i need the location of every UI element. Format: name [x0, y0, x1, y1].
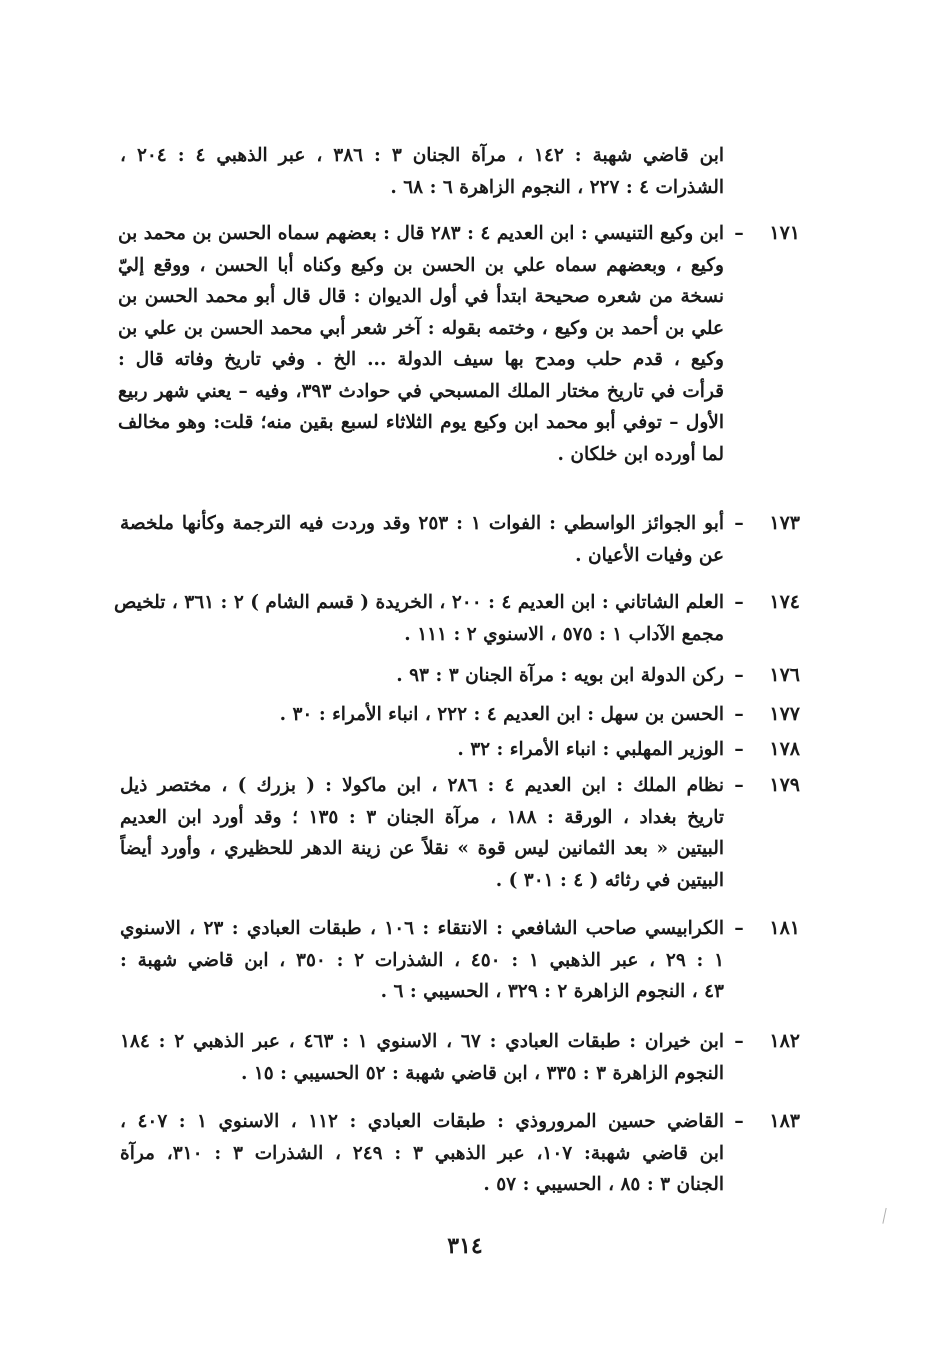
entry-dash: – [734, 222, 744, 244]
text-line: ركن الدولة ابن بويه : مرآة الجنان ٣ : ٩٣ . [396, 665, 724, 686]
entry-number: ١٧٤ [769, 591, 800, 613]
text-line: الحسن بن سهل : ابن العديم ٤ : ٢٢٢ ، انباء الأمراء : ٣٠ . [279, 704, 724, 725]
text-line: نظام الملك : ابن العديم ٤ : ٢٨٦ ، ابن ماكولا : ( بزرك ) ، مختصر ذيل [120, 775, 724, 796]
text-line: علي بن أحمد بن وكيع ، وختمه بقوله : آخر شعر أبي محمد الحسن بن علي بن [118, 317, 724, 339]
entry-number: ١٧١ [769, 222, 800, 244]
footnote-entry-173 [120, 508, 800, 571]
footnote-entry-181 [120, 913, 800, 1008]
footnote-entry-176 [120, 660, 800, 692]
text-line: ابن وكيع التنيسي : ابن العديم ٤ : ٢٨٣ قال : بعضهم سماه الحسن بن محمد بن [118, 223, 724, 244]
text-line: الكرابيسي صاحب الشافعي : الانتقاء : ١٠٦ ، طبقات العبادي : ٢٣ ، الاسنوي [120, 918, 724, 939]
footnote-entry-182 [120, 1026, 800, 1089]
text-line: وكيع ، وبعضهم سماه علي بن الحسن بن وكيع وكناه أبا الحسن ، ووقع إليّ [118, 254, 724, 276]
margin-mark [882, 1208, 888, 1224]
entry-number: ١٧٧ [769, 703, 800, 725]
entry-dash: – [734, 512, 744, 534]
text-line: الشذرات ٤ : ٢٢٧ ، النجوم الزاهرة ٦ : ٦٨ . [390, 176, 724, 198]
text-line: أبو الجوائز الواسطي : الفوات ١ : ٢٥٣ وقد وردت فيه الترجمة وكأنها ملخصة [120, 513, 724, 534]
continuation-block [120, 140, 800, 203]
entry-number: ١٧٩ [769, 774, 800, 796]
text-line: عن وفيات الأعيان . [575, 544, 724, 566]
page-number: ٣١٤ [447, 1233, 483, 1259]
footnote-entry-171 [120, 218, 800, 470]
text-line: قرأت في تاريخ مختار الملك المسبحي في حوادث ٣٩٣، وفيه – يعني شهر ربيع [118, 380, 724, 402]
text-line: نسخة من شعره صحيحة ابتدأ في أول الديوان : قال قال أبو محمد الحسن بن [118, 286, 724, 307]
text-line: الوزير المهلبي : انباء الأمراء : ٣٢ . [457, 739, 724, 760]
footnote-entry-177 [120, 699, 800, 731]
text-line: البيتين « بعد الثمانين ليس قوة » نقلاً عن زينة الدهر للحظيري ، وأورد أيضاً [120, 838, 724, 859]
text-line: الأول – توفي أبو محمد ابن وكيع يوم الثلاثاء لسبع بقين منه؛ قلت: وهو مخالف [118, 412, 724, 433]
text-line: البيتين في رثائه ( ٤ : ٣٠١ ) . [495, 869, 724, 891]
text-line: تاريخ بغداد ، الورقة : ١٨٨ ، مرآة الجنان ٣ : ١٣٥ ؛ وقد أورد ابن العديم [120, 806, 724, 828]
text-line: النجوم الزاهرة ٣ : ٣٣٥ ، ابن قاضي شهبة : ٥٢ الحسيبي : ١٥ . [240, 1062, 724, 1084]
footnote-entry-183 [120, 1106, 800, 1201]
footnote-entry-174 [113, 587, 800, 650]
entry-dash: – [734, 917, 744, 939]
text-line: الجنان ٣ : ٨٥ ، الحسيبي : ٥٧ . [483, 1174, 724, 1195]
text-line: ابن قاضي شهبة : ١٤٢ ، مرآة الجنان ٣ : ٣٨٦ ، عبر الذهبي ٤ : ٢٠٤ ، [120, 145, 724, 166]
entry-number: ١٨٣ [769, 1110, 800, 1132]
entry-number: ١٧٨ [769, 738, 800, 760]
text-line: ١ : ٢٩ ، عبر الذهبي ١ : ٤٥٠ ، الشذرات ٢ : ٣٥٠ ، ابن قاضي شهبة : [120, 949, 724, 971]
footnote-entry-179 [120, 770, 800, 896]
entry-number: ١٨٢ [769, 1030, 800, 1052]
entry-number: ١٨١ [769, 917, 800, 939]
text-line: مجمع الآداب ١ : ٥٧٥ ، الاسنوي ٢ : ١١١ . [404, 623, 724, 645]
text-line: العلم الشاتاني : ابن العديم ٤ : ٢٠٠ ، الخريدة ( قسم الشام ) ٢ : ٣٦١ ، تلخيص [113, 592, 724, 613]
text-line: ٤٣ ، النجوم الزاهرة ٢ : ٣٢٩ ، الحسيبي : ٦ . [380, 981, 724, 1002]
text-line: ابن خيران : طبقات العبادي : ٦٧ ، الاسنوي ١ : ٤٦٣ ، عبر الذهبي ٢ : ١٨٤ [120, 1031, 724, 1052]
entry-number: ١٧٦ [769, 664, 800, 686]
entry-dash: – [734, 591, 744, 613]
text-line: القاضي حسين المروروذي : طبقات العبادي : ١١٢ ، الاسنوي ١ : ٤٠٧ ، [120, 1111, 724, 1132]
text-line: ابن قاضي شهبة: ١٠٧، عبر الذهبي ٣ : ٢٤٩ ، الشذرات ٣ : ٣١٠، مرآة [120, 1142, 724, 1164]
footnote-entry-178 [120, 734, 800, 766]
entry-dash: – [734, 774, 744, 796]
entry-dash: – [734, 664, 744, 686]
text-line: لما أورده ابن خلكان . [557, 443, 724, 465]
entry-dash: – [734, 1030, 744, 1052]
entry-dash: – [734, 738, 744, 760]
text-line: وكيع ، قدم حلب ومدح بها سيف الدولة ... الخ . وفي تاريخ وفاته قال : [118, 349, 724, 370]
entry-dash: – [734, 1110, 744, 1132]
entry-dash: – [734, 703, 744, 725]
entry-number: ١٧٣ [769, 512, 800, 534]
